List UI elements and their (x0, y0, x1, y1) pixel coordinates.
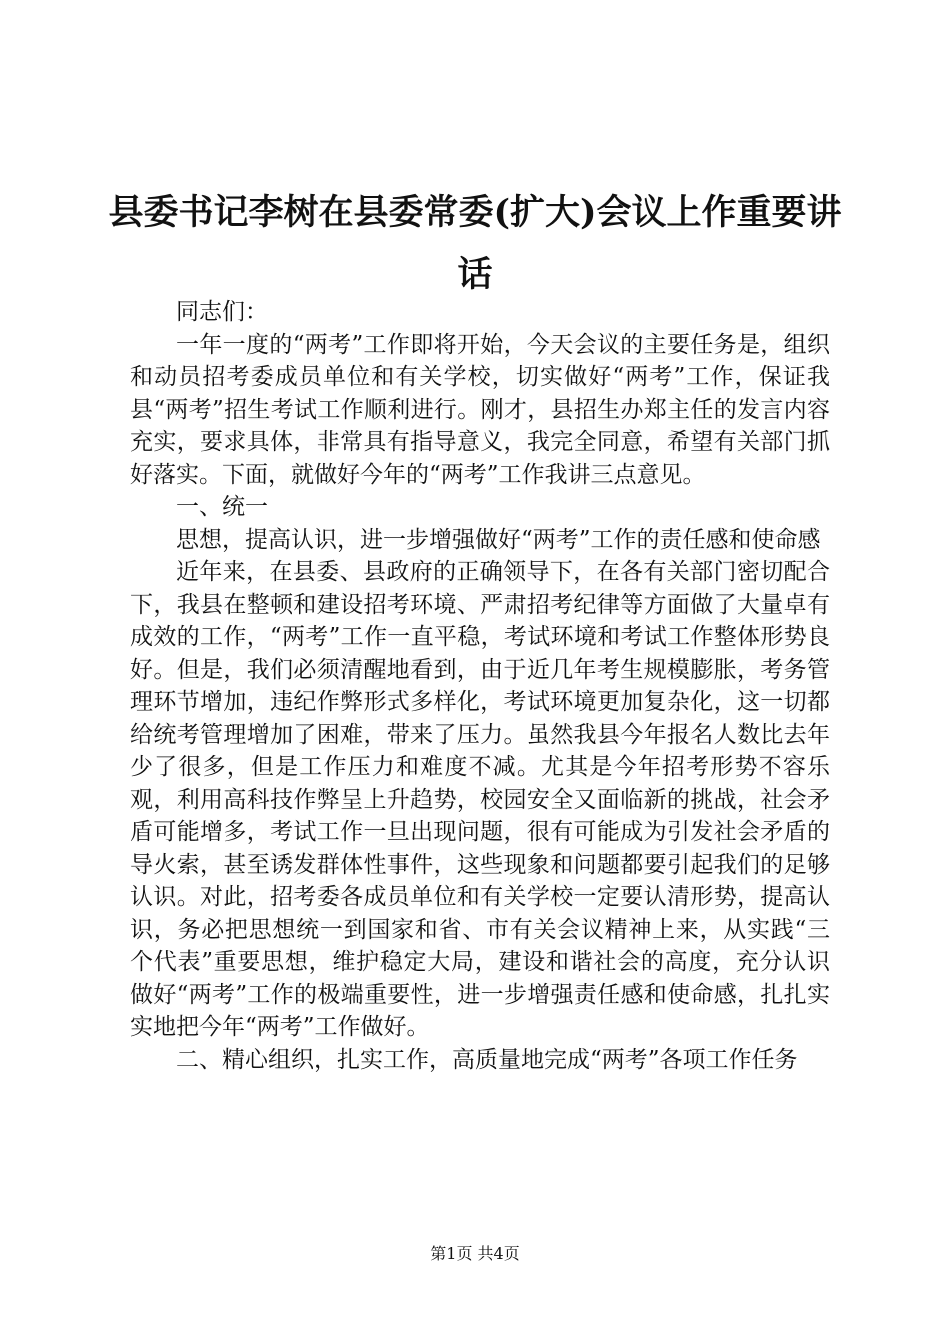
document-body (130, 296, 830, 1076)
document-title: 县委书记李树在县委常委(扩大)会议上作重要讲话 (108, 192, 842, 295)
salutation-paragraph: 同志们： (176, 299, 268, 325)
body-paragraph: 近年来，在县委、县政府的正确领导下，在各有关部门密切配合下，我县在整顿和建设招考环境、严肃招考纪律等方面做了大量卓有成效的工作，“两考”工作一直平稳，考试环境和考试工作整体形势良好。但是，我们必须清醒地看到，由于近几年考生规模膨胀，考务管理环节增加，违纪作弊形式多样化，考试环境更加复杂化，这一切都给统考管理增加了困难，带来了压力。虽然我县今年报名人数比去年少了很多，但是工作压力和难度不减。尤其是今年招考形势不容乐观，利用高科技作弊呈上升趋势，校园安全又面临新的挑战，社会矛盾可能增多，考试工作一旦出现问题，很有可能成为引发社会矛盾的导火索，甚至诱发群体性事件，这些现象和问题都要引起我们的足够认识。对此，招考委各成员单位和有关学校一定要认清形势，提高认识，务必把思想统一到国家和省、市有关会议精神上来，从实践“三个代表”重要思想，维护稳定大局，建设和谐社会的高度，充分认识做好“两考”工作的极端重要性，进一步增强责任感和使命感，扎扎实实地把今年“两考”工作做好。 (130, 559, 830, 1040)
page-number-footer: 第1页 共4页 (430, 1244, 520, 1263)
section-subheading-1: 思想，提高认识，进一步增强做好“两考”工作的责任感和使命感 (176, 526, 821, 553)
section-heading-1: 一、统一 (176, 494, 268, 520)
intro-paragraph: 一年一度的“两考”工作即将开始，今天会议的主要任务是，组织和动员招考委成员单位和有关学校，切实做好“两考”工作，保证我县“两考”招生考试工作顺利进行。刚才，县招生办郑主任的发言内容充实，要求具体，非常具有指导意义，我完全同意，希望有关部门抓好落实。下面，就做好今年的“两考”工作我讲三点意见。 (130, 331, 830, 488)
section-heading-2: 二、精心组织，扎实工作，高质量地完成“两考”各项工作任务 (176, 1046, 798, 1073)
